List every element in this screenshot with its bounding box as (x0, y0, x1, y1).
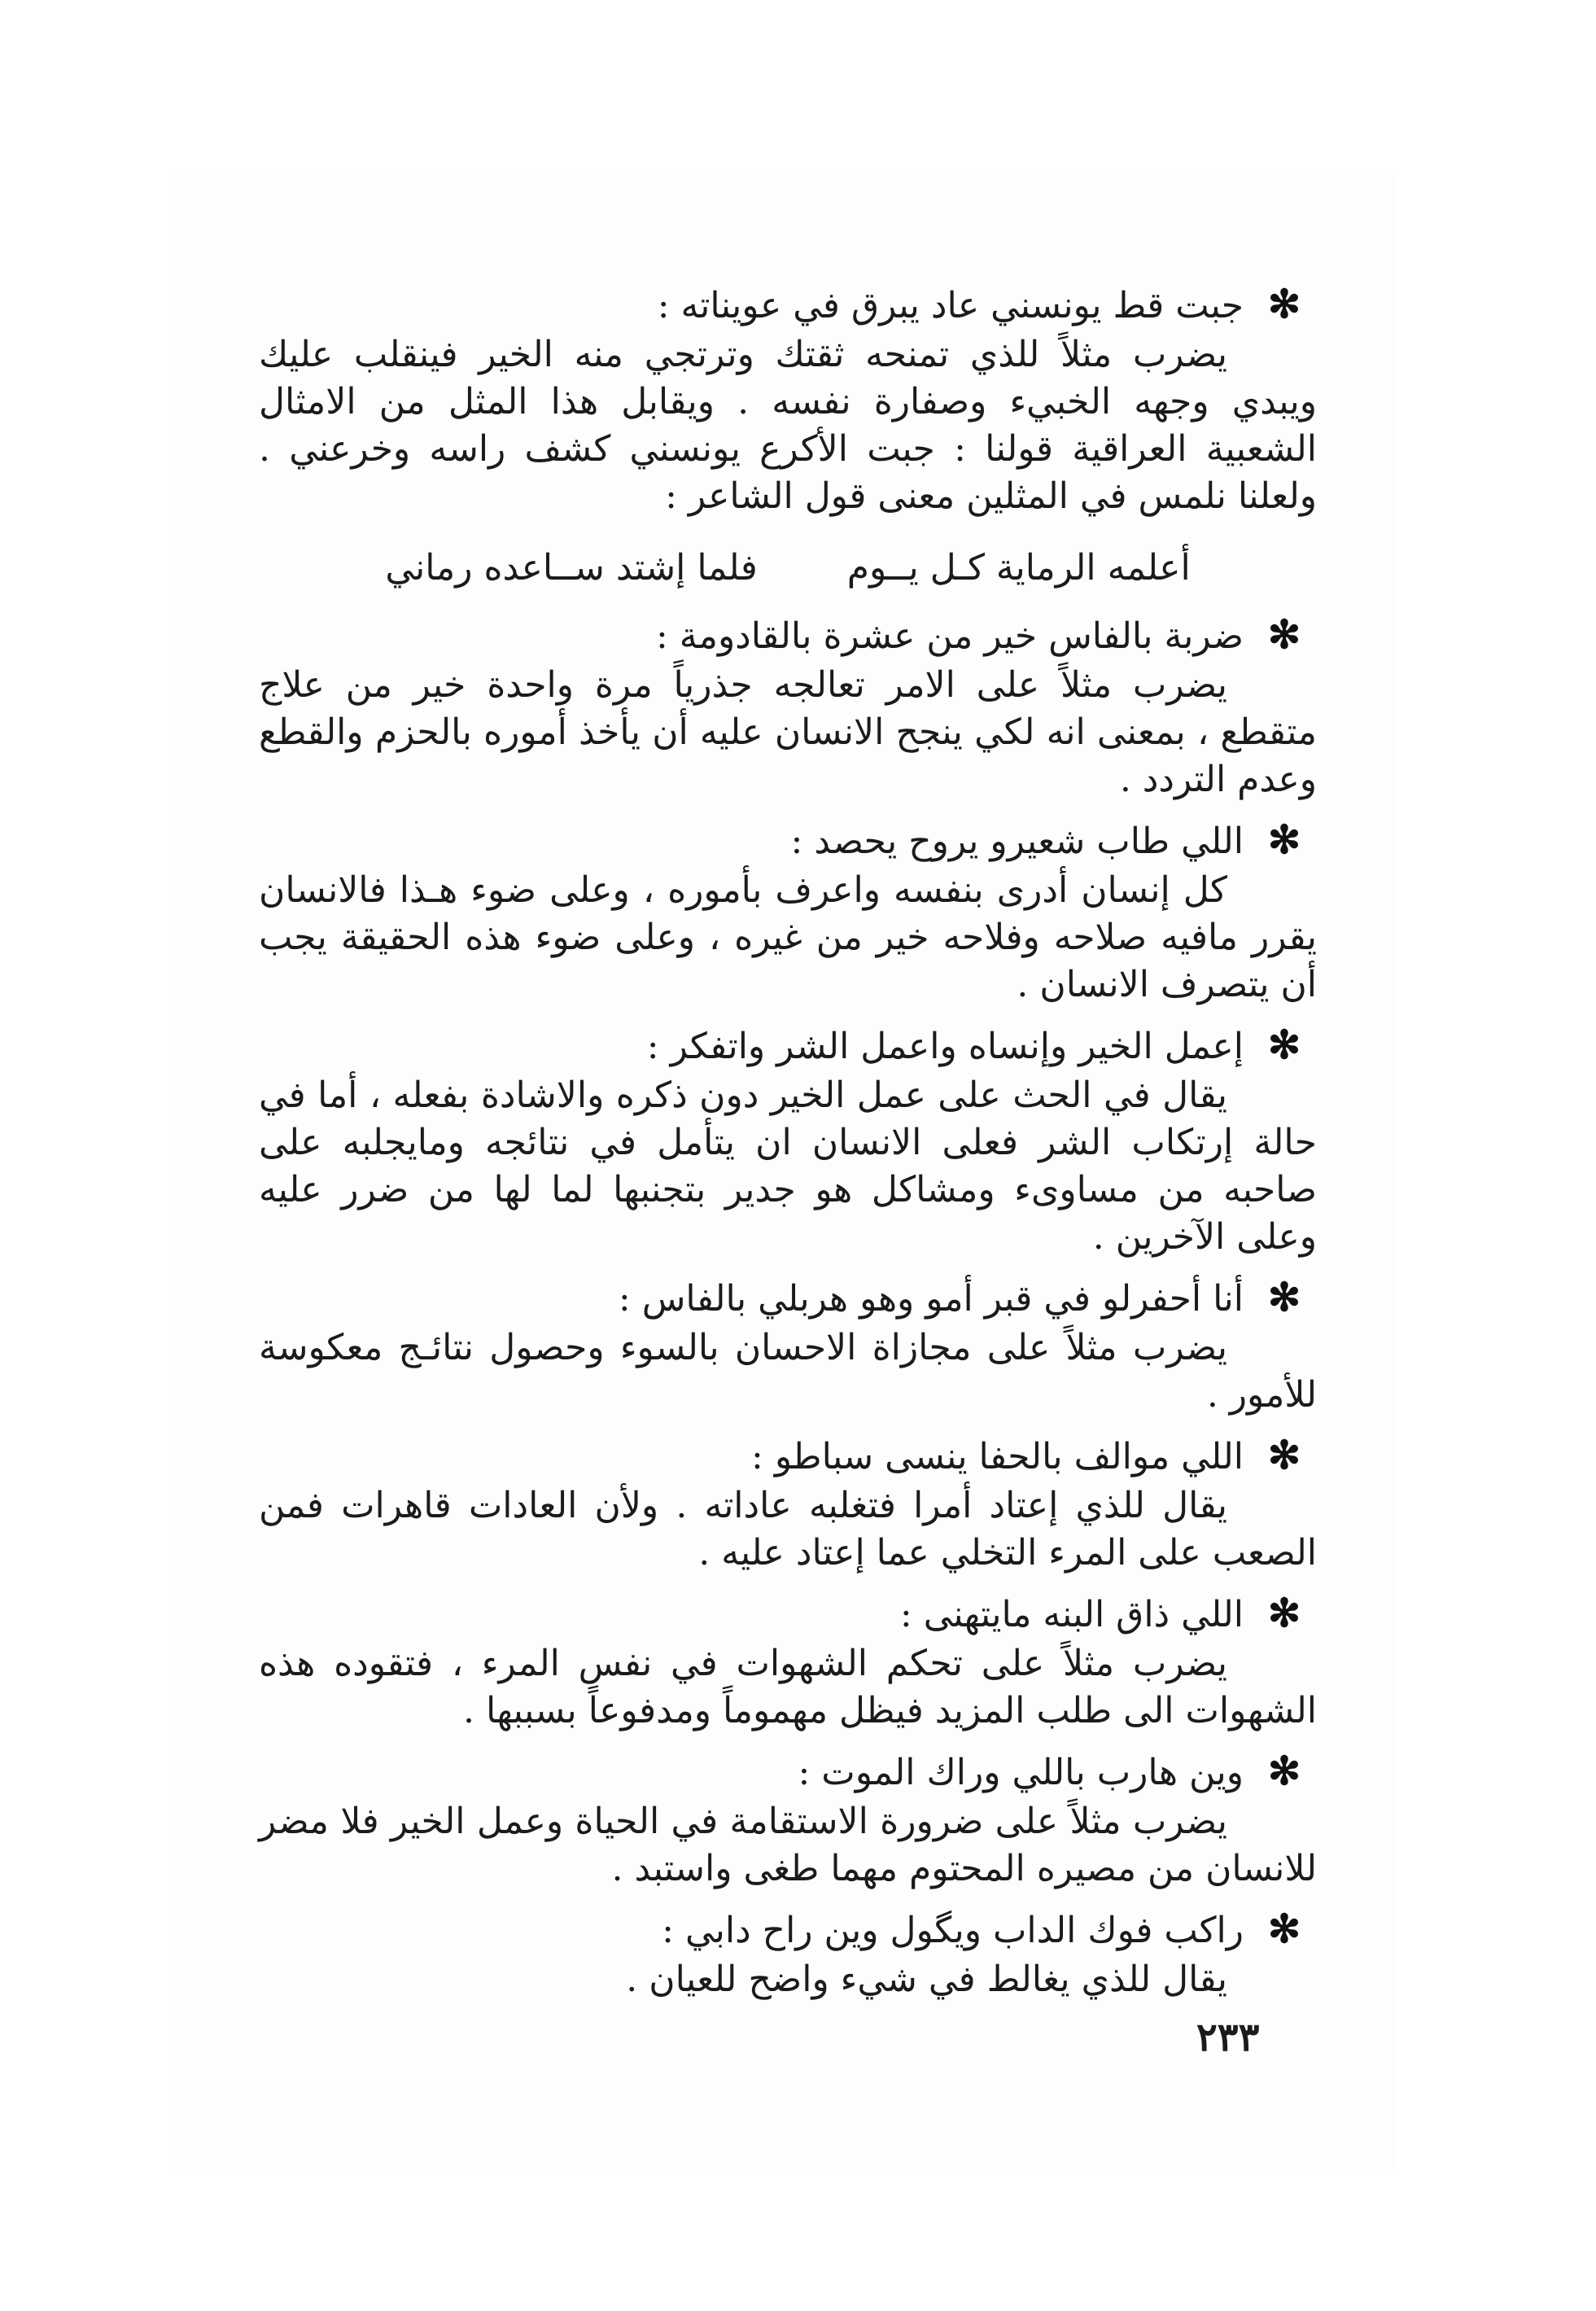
proverb-entry (259, 1748, 1317, 1893)
page-number: ٢٣٣ (1196, 2015, 1260, 2060)
proverb-entry (259, 611, 1317, 803)
proverb-heading (259, 1906, 1317, 1956)
proverb-heading (259, 611, 1317, 662)
proverb-entry (259, 1274, 1317, 1419)
proverb-heading (259, 1274, 1317, 1324)
proverb-explanation: كل إنسان أدرى بنفسه واعرف بأموره ، وعلى ضوء هـذا فالانسان يقرر مافيه صلاحه وفلاحه خير من غيره ، وعلى ضوء هذه الحقيقة يجب أن يتصرف الانسان . (259, 869, 1317, 1005)
asterisk-icon: ✻ (1267, 1749, 1301, 1794)
proverb-entry (259, 1906, 1317, 2003)
proverb-heading (259, 1748, 1317, 1798)
proverb-entry (259, 1022, 1317, 1261)
proverb-title: أنا أحفرلو في قبر أمو وهو هربلي بالفاس : (618, 1278, 1244, 1320)
proverb-explanation: يقال في الحث على عمل الخير دون ذكره والاشادة بفعله ، أما في حالة إرتكاب الشر فعلى الانسان ان يتأمل في نتائجه ومايجلبه على صاحبه من مساوىء ومشاكل هو جدير بتجنبها لما لها من ضرر عليه وعلى الآخرين . (259, 1075, 1317, 1258)
verse-second-hemistich: فلما إشتد ســاعده رماني (385, 547, 758, 589)
proverb-title: اللي ذاق البنه مايتهنى : (899, 1594, 1244, 1635)
proverb-title: جبت قط يونسني عاد يبرق في عويناته : (657, 285, 1244, 326)
proverb-heading (259, 1432, 1317, 1482)
proverb-explanation: يضرب مثلاً على تحكم الشهوات في نفس المرء ، فتقوده هذه الشهوات الى طلب المزيد فيظل مهموماً ومدفوعاً بسببها . (259, 1643, 1317, 1731)
verse-first-hemistich: أعلمه الرماية كـل يــوم (846, 547, 1191, 589)
proverb-entry (259, 1590, 1317, 1735)
proverb-explanation: يضرب مثلاً للذي تمنحه ثقتك وترتجي منه الخير فينقلب عليك ويبدي وجهه الخبيء وصفارة نفسه . ويقابل هذا المثل من الامثال الشعبية العراقية قولنا : جبت الأكرع يونسني كشف راسه وخرعني . ولعلنا نلمس في المثلين معنى قول الشاعر : (259, 334, 1317, 517)
text-column (259, 281, 1317, 2003)
proverb-heading (259, 1022, 1317, 1072)
proverb-heading (259, 281, 1317, 331)
proverb-title: راكب فوك الداب ويگول وين راح دابي : (662, 1910, 1244, 1951)
proverb-heading (259, 816, 1317, 867)
proverb-explanation: يضرب مثلاً على ضرورة الاستقامة في الحياة وعمل الخير فلا مضر للانسان من مصيره المحتوم مهما طغى واستبد . (259, 1801, 1317, 1889)
proverb-title: إعمل الخير وإنساه واعمل الشر واتفكر : (646, 1026, 1244, 1067)
proverb-explanation: يقال للذي إعتاد أمرا فتغلبه عاداته . ولأن العادات قاهرات فمن الصعب على المرء التخلي عما إعتاد عليه . (259, 1485, 1317, 1573)
asterisk-icon: ✻ (1267, 1906, 1301, 1952)
proverb-entry (259, 816, 1317, 1009)
proverb-title: وين هارب باللي وراك الموت : (798, 1752, 1244, 1793)
asterisk-icon: ✻ (1267, 282, 1301, 327)
proverb-entry (259, 281, 1317, 592)
poem-verse (259, 545, 1317, 592)
proverb-explanation: يقال للذي يغالط في شيء واضح للعيان . (626, 1959, 1227, 2000)
proverb-explanation: يضرب مثلاً على الامر تعالجه جذرياً مرة واحدة خير من علاج متقطع ، بمعنى انه لكي ينجح الانسان عليه أن يأخذ أموره بالحزم والقطع وعدم التردد . (259, 664, 1317, 800)
proverb-title: اللي موالف بالحفا ينسى سباطو : (751, 1436, 1244, 1477)
asterisk-icon: ✻ (1267, 1433, 1301, 1478)
proverb-heading (259, 1590, 1317, 1640)
proverb-explanation: يضرب مثلاً على مجازاة الاحسان بالسوء وحصول نتائـج معكوسة للأمور . (259, 1327, 1317, 1416)
asterisk-icon: ✻ (1267, 612, 1301, 658)
proverb-title: ضربة بالفاس خير من عشرة بالقادومة : (655, 615, 1244, 657)
proverb-entry (259, 1432, 1317, 1577)
asterisk-icon: ✻ (1267, 1022, 1301, 1068)
asterisk-icon: ✻ (1267, 1591, 1301, 1636)
asterisk-icon: ✻ (1267, 817, 1301, 863)
asterisk-icon: ✻ (1267, 1275, 1301, 1320)
proverb-title: اللي طاب شعيرو يروح يحصد : (790, 821, 1244, 862)
